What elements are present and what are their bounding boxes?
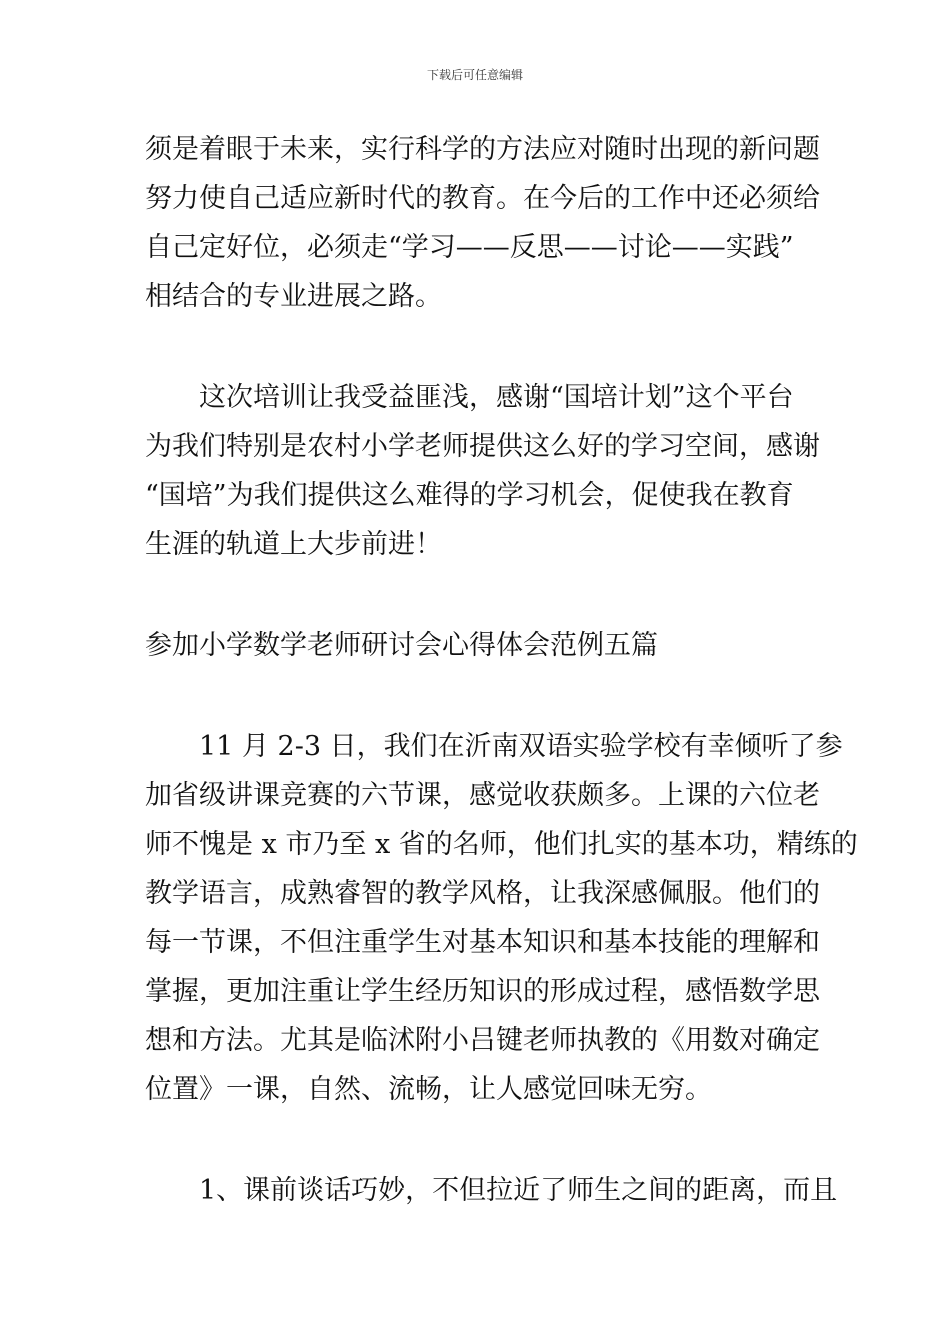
text-line: 11 月 2-3 日，我们在沂南双语实验学校有幸倾听了参	[145, 731, 843, 762]
text-line: 位置》一课，自然、流畅，让人感觉回味无穷。	[145, 1074, 712, 1105]
text-line: 相结合的专业进展之路。	[145, 281, 442, 312]
page-header: 下载后可任意编辑	[426, 68, 523, 82]
text-line: 这次培训让我受益匪浅，感谢“国培计划”这个平台	[145, 382, 794, 413]
text-line: 生涯的轨道上大步前进！	[145, 529, 442, 560]
text-line: 为我们特别是农村小学老师提供这么好的学习空间，感谢	[145, 431, 820, 462]
text-line: 教学语言，成熟睿智的教学风格，让我深感佩服。他们的	[145, 878, 820, 909]
text-line: 想和方法。尤其是临沭附小吕键老师执教的《用数对确定	[145, 1025, 820, 1056]
text-line: 每一节课，不但注重学生对基本知识和基本技能的理解和	[145, 927, 820, 958]
text-line: 须是着眼于未来，实行科学的方法应对随时出现的新问题	[145, 134, 820, 165]
section-title: 参加小学数学老师研讨会心得体会范例五篇	[145, 630, 658, 661]
text-line: 1、课前谈话巧妙，不但拉近了师生之间的距离，而且	[145, 1175, 838, 1206]
text-line: 加省级讲课竞赛的六节课，感觉收获颇多。上课的六位老	[145, 780, 820, 811]
text-line: 师不愧是 x 市乃至 x 省的名师，他们扎实的基本功，精练的	[145, 829, 858, 860]
text-line: 努力使自己适应新时代的教育。在今后的工作中还必须给	[145, 183, 820, 214]
text-line: “国培”为我们提供这么难得的学习机会，促使我在教育	[145, 480, 794, 511]
text-line: 自己定好位，必须走“学习——反思——讨论——实践”	[145, 232, 794, 263]
text-line: 掌握，更加注重让学生经历知识的形成过程，感悟数学思	[145, 976, 820, 1007]
